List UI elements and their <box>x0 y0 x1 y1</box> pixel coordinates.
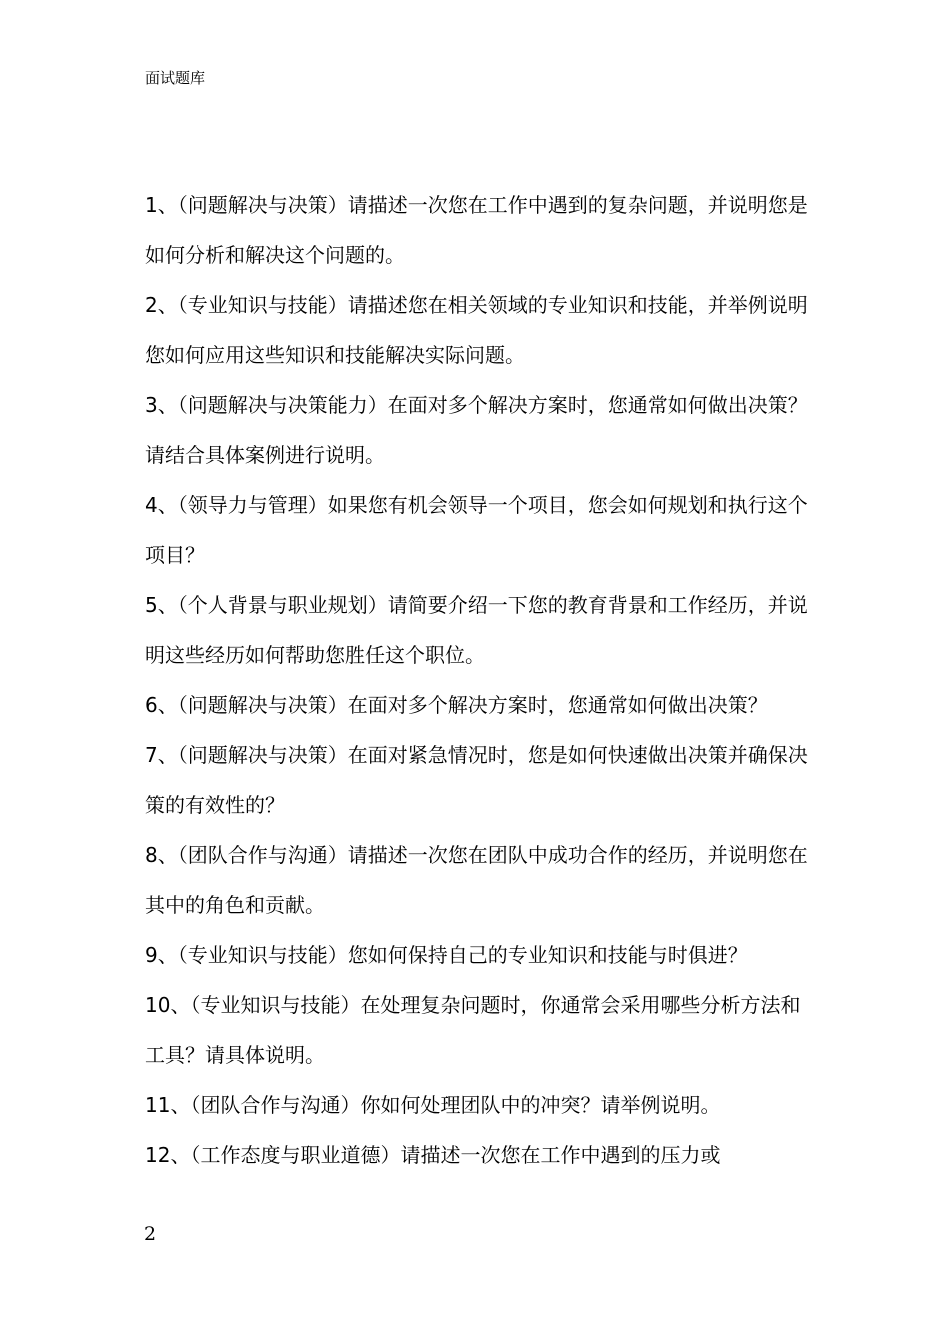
question-item-5: 5、（个人背景与职业规划）请简要介绍一下您的教育背景和工作经历，并说明这些经历如何帮助您胜任这个职位。 <box>145 593 808 667</box>
question-item-9: 9、（专业知识与技能）您如何保持自己的专业知识和技能与时俱进？ <box>145 943 748 967</box>
running-header: 面试题库 <box>145 69 206 87</box>
question-item-1: 1、（问题解决与决策）请描述一次您在工作中遇到的复杂问题，并说明您是如何分析和解决这个问题的。 <box>145 193 808 267</box>
question-item-3: 3、（问题解决与决策能力）在面对多个解决方案时，您通常如何做出决策？请结合具体案例进行说明。 <box>145 393 808 467</box>
question-item-6: 6、（问题解决与决策）在面对多个解决方案时，您通常如何做出决策？ <box>145 693 768 717</box>
page-number: 2 <box>144 1223 157 1245</box>
question-item-4: 4、（领导力与管理）如果您有机会领导一个项目，您会如何规划和执行这个项目？ <box>145 493 808 567</box>
question-item-12: 12、（工作态度与职业道德）请描述一次您在工作中遇到的压力或 <box>145 1143 721 1167</box>
question-item-11: 11、（团队合作与沟通）你如何处理团队中的冲突？请举例说明。 <box>145 1093 721 1117</box>
question-item-2: 2、（专业知识与技能）请描述您在相关领域的专业知识和技能，并举例说明您如何应用这些知识和技能解决实际问题。 <box>145 293 808 367</box>
question-list <box>145 180 810 1180</box>
question-item-8: 8、（团队合作与沟通）请描述一次您在团队中成功合作的经历，并说明您在其中的角色和贡献。 <box>145 843 808 917</box>
question-item-10: 10、（专业知识与技能）在处理复杂问题时，你通常会采用哪些分析方法和工具？请具体说明。 <box>145 993 801 1067</box>
question-item-7: 7、（问题解决与决策）在面对紧急情况时，您是如何快速做出决策并确保决策的有效性的？ <box>145 743 808 817</box>
